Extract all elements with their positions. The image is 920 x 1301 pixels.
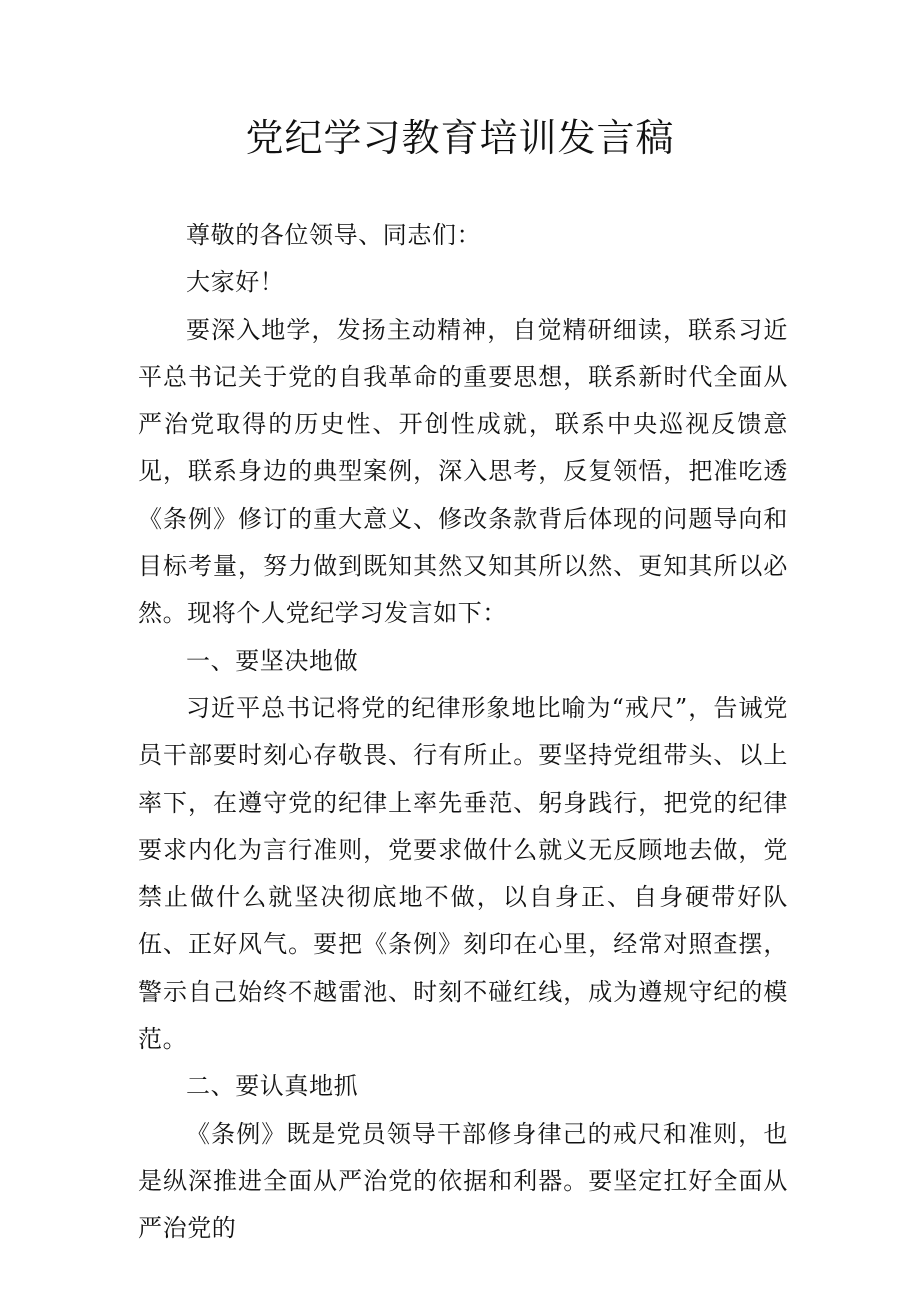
salutation: 尊敬的各位领导、同志们： (186, 221, 482, 249)
section-paragraph-2: 《条例》既是党员领导干部修身律己的戒尺和准则，也是纵深推进全面从严治党的依据和利器。要坚定扛好全面从严治党的 (138, 1119, 788, 1243)
document-title: 党纪学习教育培训发言稿 (245, 116, 675, 160)
intro-paragraph: 要深入地学，发扬主动精神，自觉精研细读，联系习近平总书记关于党的自我革命的重要思想，联系新时代全面从严治党取得的历史性、开创性成就，联系中央巡视反馈意见，联系身边的典型案例，深入思考，反复领悟，把准吃透《条例》修订的重大意义、修改条款背后体现的问题导向和目标考量，努力做到既知其然又知其所以然、更知其所以必然。现将个人党纪学习发言如下： (138, 315, 788, 628)
section-heading-1: 一、要坚决地做 (186, 646, 359, 675)
section-paragraph-1: 习近平总书记将党的纪律形象地比喻为“戒尺”，告诫党员干部要时刻心存敬畏、行有所止。要坚持党组带头、以上率下，在遵守党的纪律上率先垂范、躬身践行，把党的纪律要求内化为言行准则，党要求做什么就义无反顾地去做，党禁止做什么就坚决彻底地不做，以自身正、自身硬带好队伍、正好风气。要把《条例》刻印在心里，经常对照查摆，警示自己始终不越雷池、时刻不碰红线，成为遵规守纪的模范。 (138, 693, 788, 1054)
greeting: 大家好！ (186, 268, 285, 297)
document-body (138, 212, 788, 1253)
section-heading-2: 二、要认真地抓 (186, 1072, 359, 1101)
